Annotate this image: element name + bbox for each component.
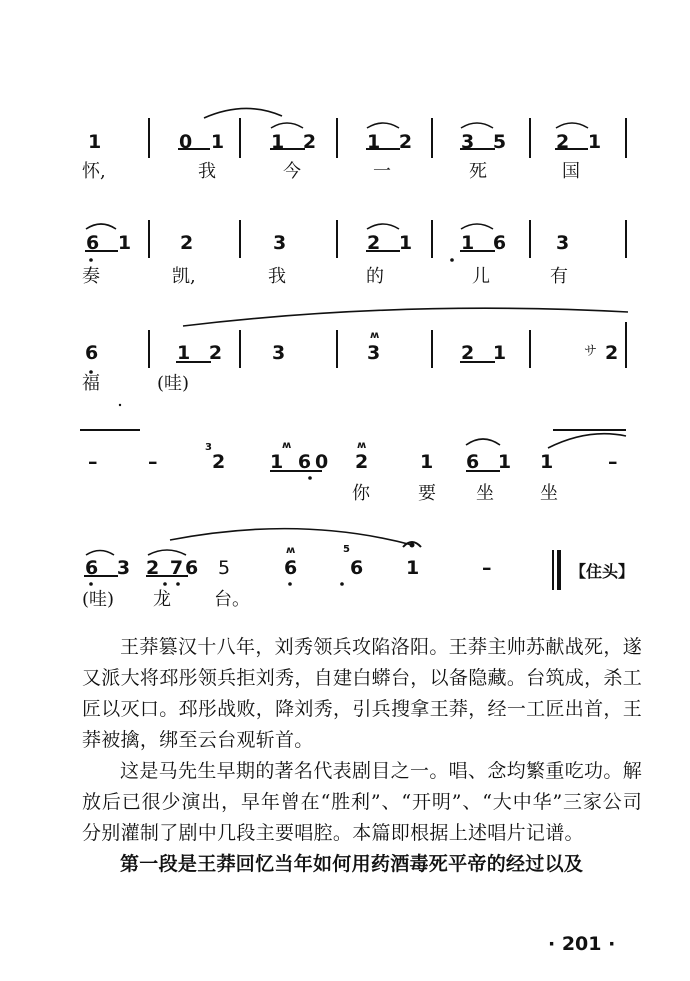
lyric: 的 [366,266,384,287]
note: 6 3 [85,557,137,579]
note: 2 [605,342,619,364]
lyric: 你 [352,483,370,504]
note: 1 6 [461,232,513,254]
note: 1 60 [270,451,333,473]
lyric: 我 [268,266,286,287]
note: – [608,451,618,473]
lyric: (哇) [82,589,115,610]
note: 3 [273,232,287,254]
note: 3 5 [461,131,513,153]
note: 1 2 [367,131,419,153]
grace-note: 3 [205,442,212,453]
note: 0 1 [179,131,231,153]
lyric: 凯, [172,266,196,287]
note: – [148,451,158,473]
note: 1 [540,451,554,473]
note: 1 [88,131,102,153]
note: 2 1 [556,131,608,153]
lyric: 儿 [472,266,490,287]
lyric: 龙 [153,589,171,610]
lyric: 要 [418,483,436,504]
note: 1 [406,557,420,579]
paragraph: 第一段是王莽回忆当年如何用药酒毒死平帝的经过以及 [120,853,584,875]
note: 2 1 [461,342,513,364]
lyric: 怀, [82,161,106,182]
lyric: 一 [373,161,391,182]
lyric: 国 [562,161,580,182]
lyric: 奏 [82,266,100,287]
note: 2 [212,451,226,473]
note: 1 2 [177,342,229,364]
lyric: 死 [469,161,487,182]
note: 2 76 [146,557,201,579]
paragraph: 王莽篡汉十八年，刘秀领兵攻陷洛阳。王莽主帅苏献战死，遂又派大将邳彤领兵拒刘秀，自建白蟒台，以备隐藏。台筑成，杀工匠以灭口。邳彤战败，降刘秀，引兵搜拿王莽，经一工匠出首，王莽被擒，绑至云台观斩首。 [82,636,642,751]
paragraph: 这是马先生早期的著名代表剧目之一。唱、念均繁重吃功。解放后已很少演出，早年曾在“胜利”、“开明”、“大中华”三家公司分别灌制了剧中几段主要唱腔。本篇即根据上述唱片记谱。 [82,760,642,844]
note: 6 [284,557,298,579]
lyric: 坐 [540,483,558,504]
note: 2 1 [367,232,419,254]
lyric: 今 [283,161,301,182]
note: – [482,557,492,579]
note: 2 [180,232,194,254]
note: – [88,451,98,473]
note: 6 1 [466,451,518,473]
lyric: 我 [198,161,216,182]
grace-note: 5 [343,544,350,555]
note: 2 [355,451,369,473]
note: 1 2 [271,131,323,153]
lyric: 台。 [214,589,250,610]
note: 6 1 [86,232,138,254]
lyric: 有 [550,266,568,287]
note: 6 [350,557,364,579]
lyric: (哇) [157,373,190,394]
lyric: 福 [82,373,100,394]
note: 1 [420,451,434,473]
note: 3 [556,232,570,254]
note: 3 [272,342,286,364]
music-score: 1 0 1 1 2 1 2 3 5 2 1 怀, 我 今 一 死 国 6 1 2 3 2 1 1 6 3 奏 凯, 我 的 儿 有 6 1 2 3 ʍ 3 2 1 サ 2 福 (哇) – – 3 2 ʍ 1 60 ʍ 2 1 6 1 1 – 你 要 坐 坐 6 3 2 76 5 ʍ 6 5 6 1 – 【住头】 (哇) 龙 台。 [0,0,690,620]
page-number: · 201 · [548,933,616,955]
free-meter-sign: サ [584,344,598,359]
lyric: 坐 [476,483,494,504]
prose-text [82,632,642,880]
note: 3 [367,342,381,364]
end-tag: 【住头】 [570,562,635,581]
note: 5 [218,557,231,579]
note: 6 [85,342,99,364]
